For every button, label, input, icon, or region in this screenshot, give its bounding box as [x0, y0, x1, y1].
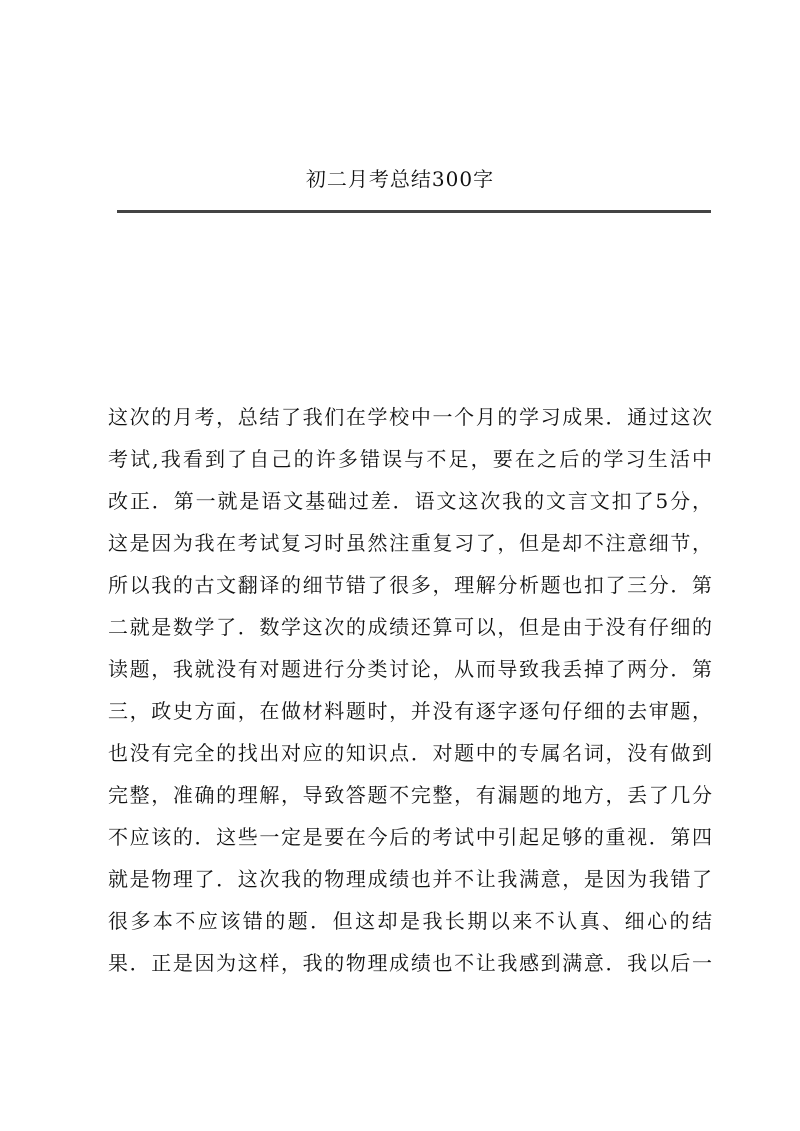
body-line: 二就是数学了．数学这次的成绩还算可以，但是由于没有仔细的 — [108, 615, 712, 639]
body-line: 很多本不应该错的题．但这却是我长期以来不认真、细心的结 — [108, 909, 712, 933]
body-line: 这次的月考，总结了我们在学校中一个月的学习成果．通过这次 — [108, 405, 712, 429]
body-line: 考试,我看到了自己的许多错误与不足，要在之后的学习生活中 — [108, 447, 712, 471]
document-body — [108, 396, 712, 984]
body-line: 也没有完全的找出对应的知识点．对题中的专属名词，没有做到 — [108, 741, 712, 765]
document-title: 初二月考总结300字 — [305, 167, 495, 191]
body-line: 所以我的古文翻译的细节错了很多，理解分析题也扣了三分．第 — [108, 573, 712, 597]
body-line: 三，政史方面，在做材料题时，并没有逐字逐句仔细的去审题， — [108, 699, 712, 723]
body-line: 完整，准确的理解，导致答题不完整，有漏题的地方，丢了几分 — [108, 783, 712, 807]
body-line: 这是因为我在考试复习时虽然注重复习了，但是却不注意细节， — [108, 531, 712, 555]
body-line: 不应该的．这些一定是要在今后的考试中引起足够的重视．第四 — [108, 825, 712, 849]
title-underline-rule — [117, 210, 711, 213]
body-line: 果．正是因为这样，我的物理成绩也不让我感到满意．我以后一 — [108, 951, 712, 975]
body-line: 改正．第一就是语文基础过差．语文这次我的文言文扣了5分， — [108, 489, 712, 513]
body-line: 读题，我就没有对题进行分类讨论，从而导致我丢掉了两分．第 — [108, 657, 712, 681]
body-line: 就是物理了．这次我的物理成绩也并不让我满意，是因为我错了 — [108, 867, 712, 891]
